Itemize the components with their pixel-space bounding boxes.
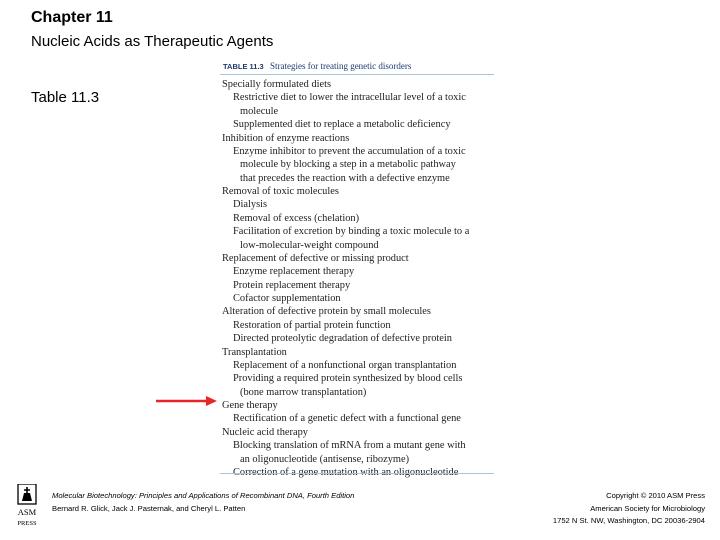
table-item-row: molecule	[240, 105, 279, 117]
table-category-row: Gene therapy	[222, 400, 278, 411]
table-item-row: Replacement of a nonfunctional organ transplantation	[233, 359, 457, 371]
table-item-row: low-molecular-weight compound	[240, 239, 379, 251]
table-item-row: Enzyme inhibitor to prevent the accumulation of a toxic	[233, 145, 466, 157]
table-item-row: Protein replacement therapy	[233, 279, 351, 291]
table-item-row: Providing a required protein synthesized by blood cells	[233, 373, 463, 385]
table-item-row: Blocking translation of mRNA from a mutant gene with	[233, 440, 466, 452]
table-caption	[223, 61, 411, 71]
table-item-row: Facilitation of excretion by binding a toxic molecule to a	[233, 226, 470, 238]
chapter-title: Chapter 11	[31, 9, 113, 26]
publisher-line: American Society for Microbiology	[590, 503, 705, 513]
table-11-3	[220, 60, 495, 478]
table-item-row: Directed proteolytic degradation of defective protein	[233, 333, 452, 345]
right-arrow-icon	[156, 394, 218, 408]
chapter-subtitle: Nucleic Acids as Therapeutic Agents	[31, 33, 274, 50]
address-line: 1752 N St. NW, Washington, DC 20036-2904	[552, 516, 705, 525]
table-item-row: Correction of a gene mutation with an oligonucleotide	[233, 466, 459, 478]
table-label: Table 11.3	[31, 89, 100, 106]
table-category-row: Removal of toxic molecules	[222, 186, 339, 197]
table-item-row: an oligonucleotide (antisense, ribozyme)	[240, 453, 410, 465]
table-item-row: Dialysis	[233, 199, 268, 211]
table-category-row: Specially formulated diets	[222, 79, 332, 90]
table-category-row: Nucleic acid therapy	[222, 426, 308, 438]
table-item-row: Supplemented diet to replace a metabolic deficiency	[233, 119, 451, 131]
table-item-row: Enzyme replacement therapy	[233, 266, 355, 278]
table-item-row: Removal of excess (chelation)	[233, 212, 360, 224]
table-category-row: Transplantation	[222, 346, 287, 358]
svg-text:PRESS: PRESS	[17, 520, 37, 527]
table-item-row: Restoration of partial protein function	[233, 319, 391, 331]
table-category-row: Replacement of defective or missing product	[222, 252, 409, 264]
table-number: TABLE 11.3	[223, 62, 264, 71]
table-caption-text: Strategies for treating genetic disorders	[269, 61, 412, 71]
table-bottom-rule	[220, 473, 494, 474]
footer-copyright	[553, 490, 705, 528]
table-category-row: Inhibition of enzyme reactions	[222, 132, 350, 144]
table-rows	[220, 78, 495, 479]
book-title: Molecular Biotechnology: Principles and Applications of Recombinant DNA, Fourth Edition	[52, 491, 355, 500]
svg-text:ASM: ASM	[17, 507, 37, 517]
table-item-row: Rectification of a genetic defect with a functional gene	[233, 413, 461, 425]
copyright-line: Copyright © 2010 ASM Press	[606, 491, 705, 500]
footer-citation	[52, 490, 354, 515]
table-category-row: Alteration of defective protein by small molecules	[222, 306, 431, 318]
table-top-rule	[220, 74, 494, 75]
asm-press-logo	[14, 484, 40, 532]
book-authors: Bernard R. Glick, Jack J. Pasternak, and Cheryl L. Patten	[52, 503, 246, 513]
table-item-row: molecule by blocking a step in a metabolic pathway	[240, 159, 456, 171]
table-item-row: (bone marrow transplantation)	[240, 386, 367, 398]
table-item-row: that precedes the reaction with a defective enzyme	[240, 172, 450, 184]
table-item-row: Restrictive diet to lower the intracellular level of a toxic	[233, 92, 466, 104]
table-item-row: Cofactor supplementation	[233, 293, 341, 304]
